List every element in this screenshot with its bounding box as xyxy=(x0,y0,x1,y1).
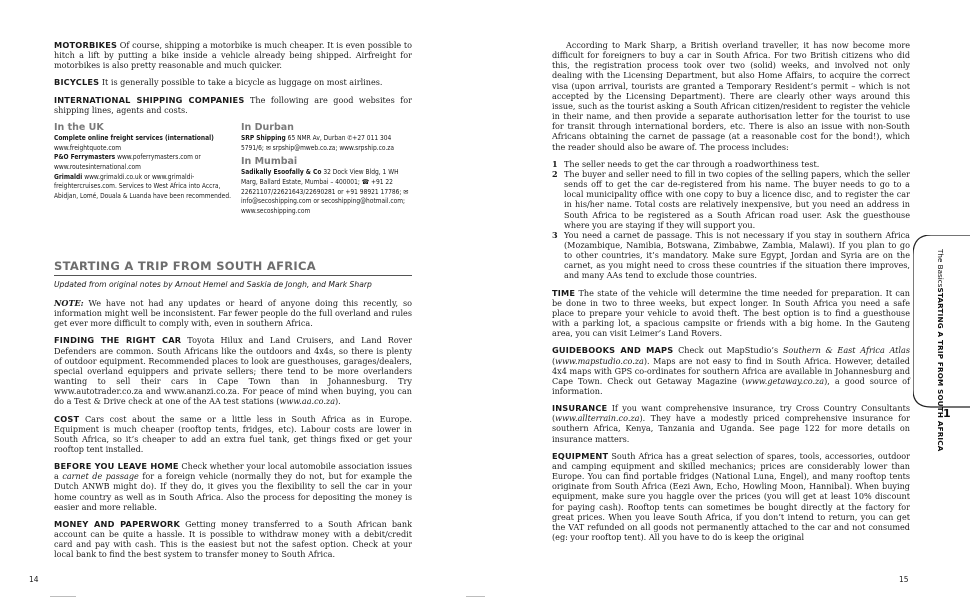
car-text-end: ). xyxy=(335,396,341,407)
section-title: STARTING A TRIP FROM SOUTH AFRICA xyxy=(54,260,412,276)
step-number: 2 xyxy=(552,168,558,179)
aa-link[interactable]: www.aa.co.za xyxy=(279,396,336,407)
bottom-mark xyxy=(466,596,485,597)
section-byline: Updated from original notes by Arnout Hemel and Saskia de Jongh, and Mark Sharp xyxy=(54,279,372,289)
shipping-directory xyxy=(54,122,412,254)
time-text: The state of the vehicle will determine the time needed for preparation. It can be done in two to three weeks, but expect longer. In South Africa you need a safe place to prepare your vehicle to avoid theft. The best option is to find a guesthouse with a parking lot, a spacious campsite or friends with a big home. In the Gauteng area, you can visit Leimer’s Land Rovers. xyxy=(552,287,910,339)
time-heading: TIME xyxy=(552,287,576,298)
directory-entry xyxy=(54,134,234,153)
directory-uk-column xyxy=(54,122,234,202)
step-text: You need a carnet de passage. This is not necessary if you stay in southern Africa (Mozambique, Namibia, Botswana, Zimbabwe, Zambia, Malawi). If you plan to go to other countries, it’s mandatory. Make sure Egypt, Jordan and Syria are on the carnet, as you might need to cross these countries if the situation there improves, and many AAs tend to exclude those countries. xyxy=(564,229,910,281)
before-emphasis: carnet de passage xyxy=(62,471,139,482)
mapstudio-link[interactable]: www.mapstudio.co.za xyxy=(555,355,644,366)
step-text: The buyer and seller need to fill in two copies of the selling papers, which the seller sends off to get the car de-registered from his name. The buyer needs to go to a local municipality office with one copy to buy a licence disc, and to register the car in his/her name. Total costs are relatively inexpensive, but you need an address in South Africa to be registered as a South African road user. Ask the guesthouse where you are staying if they will support you. xyxy=(564,168,910,230)
money-heading: MONEY AND PAPERWORK xyxy=(54,518,181,529)
step-number: 3 xyxy=(552,229,558,240)
chapter-number: 1 xyxy=(943,407,951,420)
note-text: We have not had any updates or heard of anyone doing this recently, so information might well be inconsistent. Far fewer people do the full overland and rules get ever more difficult to comply with, even in southern Africa. xyxy=(54,297,412,329)
directory-entry xyxy=(54,153,234,172)
guidebooks-text: ). Maps are not easy to find in South Africa. However, detailed 4x4 maps with GPS co-ordinates for southern Africa are available in Johannesburg and Cape Town. Check out Getaway Magazine ( xyxy=(552,355,910,386)
list-item xyxy=(552,159,910,169)
directory-entry-name: P&O Ferrymasters xyxy=(54,153,116,162)
insurance-paragraph xyxy=(552,403,910,444)
thumb-tab-chapter: STARTING A TRIP FROM SOUTH AFRICA xyxy=(936,287,945,452)
allterrain-link[interactable]: www.allterrain.co.za xyxy=(555,413,640,424)
directory-entry xyxy=(241,168,416,217)
directory-entry xyxy=(241,134,416,153)
note-heading: NOTE: xyxy=(54,297,84,308)
motorbikes-heading: MOTORBIKES xyxy=(54,40,118,50)
directory-sa-column xyxy=(241,122,416,217)
guidebooks-text: ), a good source of information. xyxy=(552,375,910,396)
guidebooks-heading: GUIDEBOOKS AND MAPS xyxy=(552,345,674,356)
guidebooks-paragraph xyxy=(552,345,910,396)
money-paragraph xyxy=(54,519,412,560)
directory-entry-detail: 32 Dock View Bldg, 1 WH Marg, Ballard Estate, Mumbai – 400001; ☎ +91 22 22621107/22621643/22690281 or +91 98921 17786; ✉ info@secoshipping.com or secoshipping@hotmail.com; www.secoshipping.com xyxy=(241,168,409,216)
step-number: 1 xyxy=(552,158,558,169)
page-number-left: 14 xyxy=(29,575,39,584)
bottom-mark xyxy=(50,596,76,597)
equipment-paragraph xyxy=(552,451,910,542)
car-paragraph xyxy=(54,335,412,406)
time-paragraph xyxy=(552,288,910,339)
process-steps xyxy=(552,159,910,281)
car-text: Toyota Hilux and Land Cruisers, and Land Rover Defenders are common. South Africans like the outdoors and 4x4s, so there is plenty of outdoor equipment. Recommended places to look are guesthouses, garages/dealers, special overland equippers and private sellers; there tend to be more overlanders wanting to sell their cars in Cape Town than in Johannesburg. Try www.autotrader.co.za and www.ananzi.co.za. For peace of mind when buying, you can do a Test & Drive check at one of the AA test stations ( xyxy=(54,335,412,407)
directory-entry-name: Grimaldi xyxy=(54,172,83,181)
insurance-text: ). They have a modestly priced comprehensive insurance for southern Africa, Kenya, Tanzania and Uganda. See page 122 for more details on insurance matters. xyxy=(552,413,910,444)
directory-entry-detail: www.grimaldi.co.uk or www.grimaldi-freightercruises.com. Services to West Africa into Accra, Abidjan, Lomé, Douala & Luanda have been recommended. xyxy=(54,172,231,201)
cost-heading: COST xyxy=(54,413,80,424)
directory-durban-title: In Durban xyxy=(241,121,294,133)
directory-uk-title: In the UK xyxy=(54,121,104,133)
before-heading: BEFORE YOU LEAVE HOME xyxy=(54,461,179,472)
bicycles-text: It is generally possible to take a bicycle as luggage on most airlines. xyxy=(101,77,383,88)
directory-entry-detail: www.freightquote.com xyxy=(54,143,122,152)
directory-entry-detail: www.poferrymasters.com or www.routesinternational.com xyxy=(54,153,201,172)
right-page xyxy=(485,0,970,600)
bicycles-paragraph xyxy=(54,77,412,87)
page-number-right: 15 xyxy=(899,575,909,584)
motorbikes-paragraph xyxy=(54,40,412,70)
chapter-thumb-tab xyxy=(913,235,970,452)
cost-paragraph xyxy=(54,414,412,455)
shipping-text: The following are good websites for shipping lines, agents and costs. xyxy=(54,94,413,115)
directory-entry-name: Complete online freight services (international) xyxy=(54,133,214,142)
motorbikes-text: Of course, shipping a motorbike is much cheaper. It is even possible to hitch a lift by putting a bike inside a vehicle already being shipped. Airfreight for motorbikes is also pretty reasonable and much quicker. xyxy=(54,40,412,71)
directory-entry xyxy=(54,173,234,202)
step-text: The seller needs to get the car through a roadworthiness test. xyxy=(564,158,820,169)
atlas-title: Southern & East Africa Atlas xyxy=(782,345,910,356)
money-text: Getting money transferred to a South African bank account can be quite a hassle. It is possible to withdraw money with a debit/credit card and pay with cash. This is the easiest but not the safest option. Check at your local bank to find the best system to transfer money to South Africa. xyxy=(54,518,412,560)
right-column xyxy=(552,40,910,549)
directory-mumbai-title: In Mumbai xyxy=(241,156,298,168)
directory-entry-detail: 65 NMR Av, Durban ✆+27 011 304 5791/6; ✉ srpship@mweb.co.za; www.srpship.co.za xyxy=(241,133,395,152)
directory-entry-name: Sadikally Esoofally & Co xyxy=(241,168,322,177)
shipping-paragraph xyxy=(54,95,412,115)
before-text-end: for a foreign vehicle (normally they do not, but for example the Dutch ANWB might do). If they do, it gives you the flexibility to sell the car in your home country as well as in South Africa. Also the process for depositing the money is easier and more reliable. xyxy=(54,471,412,512)
left-column xyxy=(54,40,412,567)
intro-paragraph: According to Mark Sharp, a British overland traveller, it has now become more difficult for foreigners to buy a car in South Africa. For two British citizens who did this, the registration process took over two (solid) weeks, and involved not only dealing with the Licensing Department, but also Home Affairs, to acquire the correct visa (upon arrival, tourists are granted a Temporary Resident’s permit – which is not accepted by the Licensing Department). There are clearly other ways around this issue, such as the tourist asking a South African citizen/resident to register the vehicle in their name, and then provide a separate authorisation letter for the tourist to use for transit through international borders, etc. There is also an issue with non-South Africans obtaining the carnet de passage (at a reasonable cost for the bond!), which the reader should also be aware of. The process includes: xyxy=(552,40,910,152)
thumb-tab-label xyxy=(931,249,947,452)
equipment-text: South Africa has a great selection of spares, tools, accessories, outdoor and camping equipment and skilled mechanics; prices are considerably lower than Europe. You can find portable fridges (National Luna, Engel), and many rooftop tents originate from South Africa (Eezi Awn, Echo, Howling Moon, Hannibal). When buying equipment, make sure you haggle over the prices (you will get at least 10% discount for paying cash). Rooftop tents can sometimes be bought directly at the factory for great prices. When you leave South Africa, if you don’t intend to return, you can get the VAT refunded on all goods not permanently attached to the car and not consumed (eg: your rooftop tent). All you have to do is keep the original xyxy=(552,450,910,543)
getaway-link[interactable]: www.getaway.co.za xyxy=(744,375,825,386)
shipping-heading: INTERNATIONAL SHIPPING COMPANIES xyxy=(54,94,245,105)
bicycles-heading: BICYCLES xyxy=(54,77,100,88)
before-text: Check whether your local automobile association issues a xyxy=(54,461,412,482)
guidebooks-text: Check out MapStudio’s xyxy=(678,345,783,356)
directory-entry-name: SRP Shipping xyxy=(241,133,286,142)
guidebooks-text: ( xyxy=(552,355,556,366)
equipment-heading: EQUIPMENT xyxy=(552,450,609,461)
list-item xyxy=(552,230,910,281)
note-paragraph xyxy=(54,298,412,328)
before-paragraph xyxy=(54,461,412,512)
thumb-tab-part: The Basics xyxy=(936,249,945,288)
cost-text: Cars cost about the same or a little less in South Africa as in Europe. Equipment is much cheaper (rooftop tents, fridges, etc). Labour costs are lower in South Africa, so it’s cheaper to add an extra fuel tank, get things fixed or get your rooftop tent installed. xyxy=(54,413,413,454)
insurance-heading: INSURANCE xyxy=(552,403,608,414)
list-item xyxy=(552,169,910,230)
car-heading: FINDING THE RIGHT CAR xyxy=(54,335,182,346)
insurance-text: If you want comprehensive insurance, try Cross Country Consultants ( xyxy=(552,403,910,424)
